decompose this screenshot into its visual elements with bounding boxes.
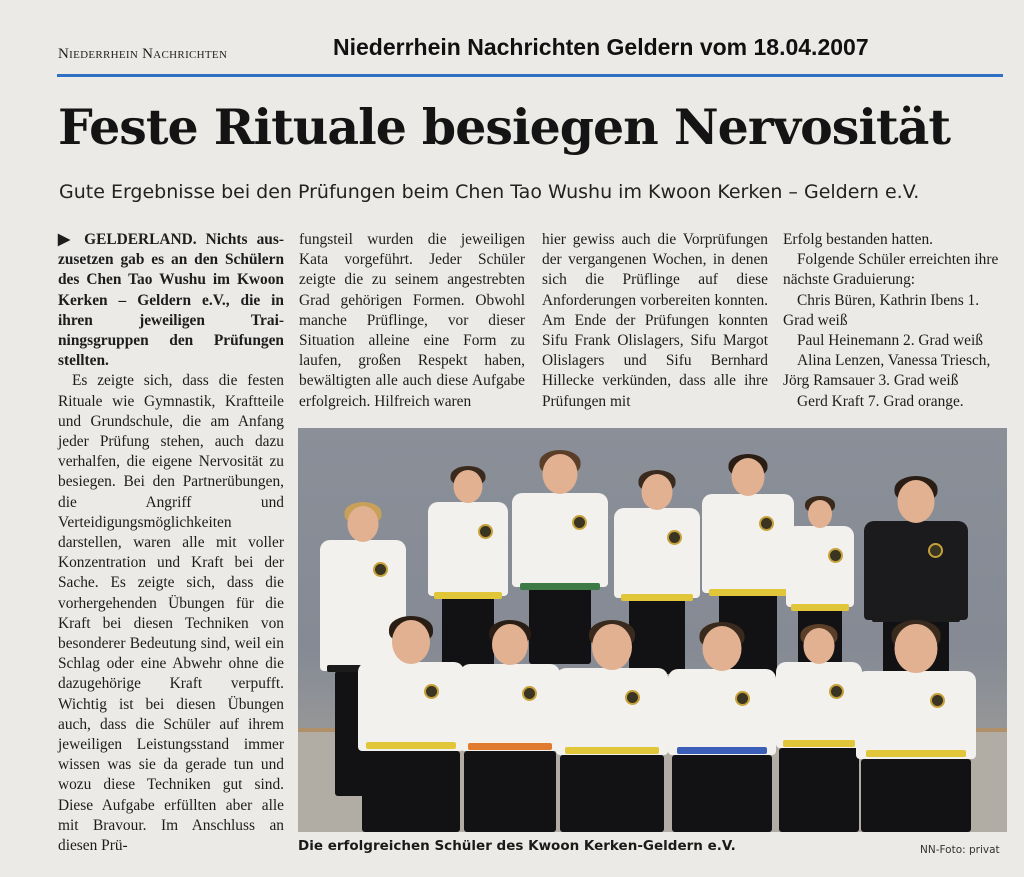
face-shape [454,470,483,503]
article-lead: ▶ GELDERLAND. Nichts auszusetzen gab es an den Schülern des Chen Tao Wushu im Kwoon Kerken – Geldern e.V., die in ihren jeweiligen Trainingsgruppen den Prüfungen stellten. [58,231,284,370]
uniform-pants [464,751,556,832]
face-shape [804,628,835,664]
article-column-2 [299,230,525,412]
headline: Feste Rituale besiegen Nervosität [58,98,951,156]
face-shape [898,480,935,523]
kneeling-student [556,624,668,832]
face-shape [642,474,673,510]
belt [520,583,601,590]
edition-line: Niederrhein Nachrichten Geldern vom 18.04.2007 [333,34,869,60]
article-column-1 [58,230,284,856]
uniform-pants [672,755,771,832]
uniform-pants [362,751,460,832]
uniform-jacket [460,664,560,751]
belt [621,594,693,601]
uniform-pants [779,748,858,832]
article-body-2: fungsteil wurden die jeweiligen Kata vorgeführt. Jeder Schüler zeigte die zu seinem angestrebten Grad gehörigen Formen. Obwohl manche Prüflinge, vor dieser Situation alleine eine Form zu laufen, großen Respekt haben, bewältigten alle auch diese Aufgabe erfolgreich. Hilfreich waren [299,231,525,410]
face-shape [895,624,938,673]
kneeling-student [776,628,862,832]
article-column-4 [783,230,1011,412]
uniform-jacket [428,502,508,597]
uniform-jacket [614,508,700,598]
uniform-jacket [786,526,854,607]
header-rule [57,74,1003,77]
face-shape [732,458,765,496]
uniform-jacket [668,669,776,756]
uniform-jacket [512,493,608,588]
kneeling-student [358,620,464,832]
belt [468,743,552,750]
group-photo [298,428,1007,832]
graduation-4: Gerd Kraft 7. Grad orange. [797,392,964,410]
uniform-pants [560,755,663,832]
uniform-jacket [856,671,976,758]
school-patch-icon [735,691,750,706]
school-patch-icon [424,684,439,699]
belt [434,592,501,599]
graduation-1: Chris Büren, Kathrin Ibens 1. Grad weiß [783,291,980,329]
article-body-3: hier gewiss auch die Vorprüfungen der vergangenen Wochen, in denen sich die Prüflinge auf diese Anforderungen vorbereiten konnten. Am Ende der Prüfungen konnten Sifu Frank Olislagers, Sifu Margot Olislagers und Sifu Bernhard Hillecke verkünden, dass alle ihre Prüfungen mit [542,231,768,410]
belt [709,589,786,596]
photo-caption: Die erfolgreichen Schüler des Kwoon Kerken-Geldern e.V. [298,838,736,854]
kneeling-student [460,624,560,832]
article-column-3 [542,230,768,412]
face-shape [703,626,742,671]
face-shape [348,506,379,542]
masthead: Niederrhein Nachrichten [58,46,228,62]
belt [791,604,848,611]
uniform-pants [861,759,971,832]
graduation-2: Paul Heinemann 2. Grad weiß [797,332,983,350]
face-shape [492,624,528,665]
face-shape [808,500,832,528]
belt [783,740,855,747]
belt [565,747,659,754]
school-patch-icon [572,515,587,530]
article-body-1: Es zeigte sich, dass die festen Rituale wie Gymnastik, Kraftteile und Grundschule, die am Anfang jeder Prüfung stehen, auch dazu verhalfen, die eigene Nervosität zu besiegen. Bei den Partnerübungen, die Angriff und Verteidigungsmöglichkeiten darstellen, waren alle mit voller Konzentration und Kraft bei der Sache. Es zeigte sich, dass die vorhergehenden Übungen für die Kraft bei diesen Techniken von besonderer Bedeutung sind, weil ein Schlag oder eine Abwehr ohne die dazugehörige Kraft verpufft. Wichtig ist bei diesen Übungen auch, dass die Schüler auf ihrem jeweiligen Leistungsstand immer wissen was sie da gerade tun und wozu diese Techniken gut sind. Diese Aufgabe erfüllten aber alle mit Bravour. Im Anschluss an diesen Prü- [58,372,284,855]
uniform-jacket [702,494,794,593]
uniform-jacket [776,662,862,748]
photo-credit: NN-Foto: privat [920,844,1000,856]
kneeling-student [856,624,976,832]
school-patch-icon [478,524,493,539]
belt [366,742,455,749]
subheadline: Gute Ergebnisse bei den Prüfungen beim Chen Tao Wushu im Kwoon Kerken – Geldern e.V. [59,181,920,203]
graduation-3: Alina Lenzen, Vanessa Triesch, Jörg Ramsauer 3. Grad weiß [783,352,991,390]
face-shape [592,624,632,670]
article-body-4a: Erfolg bestanden hatten. [783,231,934,248]
uniform-jacket [864,521,968,620]
graduation-intro: Folgende Schüler erreichten ihre nächste Graduierung: [783,251,999,289]
face-shape [543,454,578,494]
uniform-jacket [358,662,464,751]
belt [866,750,967,757]
school-patch-icon [522,686,537,701]
face-shape [392,620,430,664]
kneeling-student [668,626,776,832]
belt [677,747,768,754]
uniform-jacket [556,668,668,755]
